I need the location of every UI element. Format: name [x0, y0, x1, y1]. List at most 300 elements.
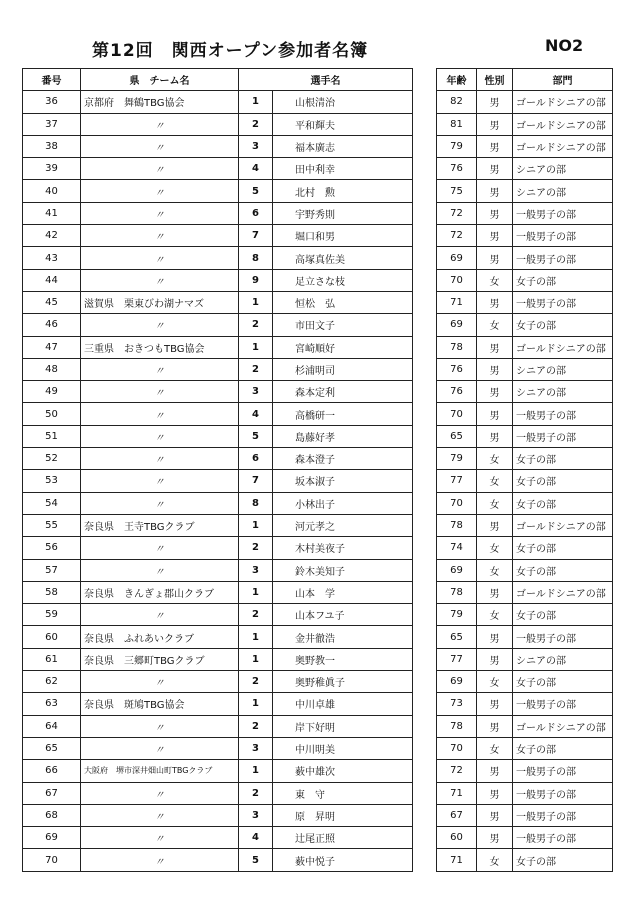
player-division: 一般男子の部 — [513, 782, 613, 804]
table-row — [437, 448, 613, 470]
player-name: 薮中悦子 — [273, 849, 413, 871]
player-division: 女子の部 — [513, 537, 613, 559]
player-age: 78 — [437, 514, 477, 536]
table-row — [23, 336, 413, 358]
row-number: 53 — [23, 470, 81, 492]
table-row — [23, 314, 413, 336]
player-gender: 女 — [477, 314, 513, 336]
player-division: 一般男子の部 — [513, 760, 613, 782]
table-row — [23, 202, 413, 224]
player-order: 5 — [239, 849, 273, 871]
player-name: 金井徹浩 — [273, 626, 413, 648]
team-name: 〃 — [81, 425, 239, 447]
player-age: 69 — [437, 671, 477, 693]
player-order: 7 — [239, 225, 273, 247]
player-age: 78 — [437, 715, 477, 737]
player-gender: 女 — [477, 559, 513, 581]
table-row — [23, 760, 413, 782]
player-order: 1 — [239, 514, 273, 536]
player-age: 72 — [437, 202, 477, 224]
row-number: 61 — [23, 648, 81, 670]
team-name: 〃 — [81, 225, 239, 247]
table-row — [23, 135, 413, 157]
player-name: 山本 学 — [273, 581, 413, 603]
table-row — [23, 448, 413, 470]
player-gender: 男 — [477, 202, 513, 224]
player-division: 一般男子の部 — [513, 403, 613, 425]
player-order: 3 — [239, 737, 273, 759]
player-name: 岸下好明 — [273, 715, 413, 737]
row-number: 55 — [23, 514, 81, 536]
table-row — [23, 158, 413, 180]
player-division: ゴールドシニアの部 — [513, 514, 613, 536]
team-name: 〃 — [81, 715, 239, 737]
player-gender: 男 — [477, 626, 513, 648]
player-age: 79 — [437, 135, 477, 157]
player-gender: 女 — [477, 470, 513, 492]
player-age: 70 — [437, 403, 477, 425]
player-division: シニアの部 — [513, 381, 613, 403]
table-row — [23, 715, 413, 737]
player-gender: 男 — [477, 782, 513, 804]
table-row — [437, 581, 613, 603]
player-division: シニアの部 — [513, 358, 613, 380]
team-name: 〃 — [81, 604, 239, 626]
table-row — [437, 269, 613, 291]
player-division: シニアの部 — [513, 158, 613, 180]
player-division: シニアの部 — [513, 648, 613, 670]
player-order: 1 — [239, 693, 273, 715]
player-order: 2 — [239, 715, 273, 737]
table-header-row — [23, 69, 413, 91]
team-name: 奈良県 きんぎょ郡山クラブ — [81, 581, 239, 603]
player-gender: 女 — [477, 671, 513, 693]
table-row — [23, 849, 413, 871]
player-division: 一般男子の部 — [513, 247, 613, 269]
row-number: 70 — [23, 849, 81, 871]
row-number: 43 — [23, 247, 81, 269]
player-order: 3 — [239, 381, 273, 403]
player-gender: 女 — [477, 737, 513, 759]
table-row — [437, 782, 613, 804]
player-gender: 男 — [477, 291, 513, 313]
row-number: 51 — [23, 425, 81, 447]
player-gender: 男 — [477, 247, 513, 269]
player-gender: 女 — [477, 604, 513, 626]
row-number: 50 — [23, 403, 81, 425]
player-gender: 女 — [477, 849, 513, 871]
player-age: 78 — [437, 336, 477, 358]
table-row — [437, 135, 613, 157]
row-number: 64 — [23, 715, 81, 737]
player-division: 女子の部 — [513, 737, 613, 759]
player-gender: 男 — [477, 648, 513, 670]
team-name: 〃 — [81, 269, 239, 291]
team-name: 京都府 舞鶴TBG協会 — [81, 91, 239, 113]
row-number: 62 — [23, 671, 81, 693]
player-age: 71 — [437, 849, 477, 871]
table-row — [437, 291, 613, 313]
player-name: 高橋研一 — [273, 403, 413, 425]
row-number: 46 — [23, 314, 81, 336]
player-name: 平和輝夫 — [273, 113, 413, 135]
player-age: 77 — [437, 648, 477, 670]
player-division: 女子の部 — [513, 849, 613, 871]
player-name: 中川明美 — [273, 737, 413, 759]
table-row — [437, 737, 613, 759]
team-name: 〃 — [81, 403, 239, 425]
table-row — [437, 760, 613, 782]
player-order: 1 — [239, 336, 273, 358]
player-gender: 男 — [477, 180, 513, 202]
table-row — [437, 91, 613, 113]
row-number: 59 — [23, 604, 81, 626]
table-row — [437, 225, 613, 247]
team-name: 〃 — [81, 804, 239, 826]
team-name: 〃 — [81, 158, 239, 180]
player-order: 5 — [239, 180, 273, 202]
player-division: 一般男子の部 — [513, 804, 613, 826]
row-number: 48 — [23, 358, 81, 380]
player-name: 山本フユ子 — [273, 604, 413, 626]
row-number: 44 — [23, 269, 81, 291]
row-number: 68 — [23, 804, 81, 826]
player-order: 4 — [239, 158, 273, 180]
row-number: 65 — [23, 737, 81, 759]
player-name: 福本廣志 — [273, 135, 413, 157]
player-name: 辻尾正照 — [273, 827, 413, 849]
player-gender: 女 — [477, 269, 513, 291]
player-name: 堀口和男 — [273, 225, 413, 247]
player-order: 1 — [239, 760, 273, 782]
row-number: 39 — [23, 158, 81, 180]
player-name: 奥野稚眞子 — [273, 671, 413, 693]
row-number: 67 — [23, 782, 81, 804]
player-division: 一般男子の部 — [513, 626, 613, 648]
team-name: 〃 — [81, 737, 239, 759]
team-name: 〃 — [81, 782, 239, 804]
table-row — [437, 849, 613, 871]
table-row — [437, 202, 613, 224]
player-name: 市田文子 — [273, 314, 413, 336]
row-number: 37 — [23, 113, 81, 135]
player-order: 3 — [239, 804, 273, 826]
player-age: 72 — [437, 225, 477, 247]
player-name: 河元孝之 — [273, 514, 413, 536]
team-name: 〃 — [81, 135, 239, 157]
table-row — [23, 626, 413, 648]
row-number: 69 — [23, 827, 81, 849]
player-age: 69 — [437, 314, 477, 336]
player-gender: 男 — [477, 381, 513, 403]
team-name: 奈良県 斑鳩TBG協会 — [81, 693, 239, 715]
header-division: 部門 — [513, 69, 613, 91]
player-gender: 男 — [477, 336, 513, 358]
row-number: 38 — [23, 135, 81, 157]
player-division: ゴールドシニアの部 — [513, 91, 613, 113]
table-row — [23, 492, 413, 514]
table-row — [23, 693, 413, 715]
player-order: 6 — [239, 448, 273, 470]
table-row — [437, 514, 613, 536]
team-name: 三重県 おきつもTBG協会 — [81, 336, 239, 358]
player-age: 78 — [437, 581, 477, 603]
table-row — [437, 425, 613, 447]
table-row — [23, 381, 413, 403]
player-name: 東 守 — [273, 782, 413, 804]
player-order: 8 — [239, 247, 273, 269]
table-row — [437, 604, 613, 626]
table-row — [23, 604, 413, 626]
table-row — [437, 358, 613, 380]
table-row — [437, 537, 613, 559]
player-order: 2 — [239, 113, 273, 135]
player-age: 79 — [437, 604, 477, 626]
player-age: 76 — [437, 358, 477, 380]
table-row — [23, 648, 413, 670]
player-age: 69 — [437, 559, 477, 581]
player-name: 森本澄子 — [273, 448, 413, 470]
table-row — [23, 403, 413, 425]
table-row — [23, 291, 413, 313]
player-name: 森本定利 — [273, 381, 413, 403]
table-row — [23, 581, 413, 603]
player-age: 76 — [437, 381, 477, 403]
row-number: 40 — [23, 180, 81, 202]
player-gender: 男 — [477, 804, 513, 826]
table-row — [23, 180, 413, 202]
team-name: 〃 — [81, 358, 239, 380]
player-gender: 男 — [477, 514, 513, 536]
team-name: 奈良県 王寺TBGクラブ — [81, 514, 239, 536]
player-order: 2 — [239, 358, 273, 380]
player-gender: 女 — [477, 537, 513, 559]
page-title: 第12回 関西オープン参加者名簿 — [92, 41, 369, 61]
player-gender: 男 — [477, 135, 513, 157]
player-order: 2 — [239, 314, 273, 336]
table-row — [437, 158, 613, 180]
player-order: 8 — [239, 492, 273, 514]
participant-table — [22, 68, 413, 872]
table-row — [437, 648, 613, 670]
team-name: 〃 — [81, 671, 239, 693]
table-row — [437, 247, 613, 269]
row-number: 47 — [23, 336, 81, 358]
table-row — [437, 715, 613, 737]
player-gender: 男 — [477, 358, 513, 380]
player-gender: 男 — [477, 760, 513, 782]
team-name: 大阪府 堺市深井畑山町TBGクラブ — [81, 760, 239, 782]
table-row — [437, 492, 613, 514]
table-row — [23, 247, 413, 269]
team-name: 〃 — [81, 247, 239, 269]
player-order: 3 — [239, 559, 273, 581]
row-number: 56 — [23, 537, 81, 559]
player-division: 女子の部 — [513, 314, 613, 336]
player-order: 2 — [239, 537, 273, 559]
player-order: 1 — [239, 91, 273, 113]
player-division: 女子の部 — [513, 559, 613, 581]
player-age: 69 — [437, 247, 477, 269]
player-gender: 女 — [477, 492, 513, 514]
row-number: 41 — [23, 202, 81, 224]
player-division: 女子の部 — [513, 470, 613, 492]
player-gender: 男 — [477, 403, 513, 425]
team-name: 〃 — [81, 849, 239, 871]
player-division: ゴールドシニアの部 — [513, 715, 613, 737]
row-number: 58 — [23, 581, 81, 603]
player-age: 72 — [437, 760, 477, 782]
player-order: 1 — [239, 626, 273, 648]
row-number: 63 — [23, 693, 81, 715]
table-row — [437, 693, 613, 715]
player-name: 宇野秀則 — [273, 202, 413, 224]
table-row — [437, 470, 613, 492]
player-order: 5 — [239, 425, 273, 447]
row-number: 60 — [23, 626, 81, 648]
header-player: 選手名 — [239, 69, 413, 91]
player-gender: 女 — [477, 448, 513, 470]
player-age: 76 — [437, 158, 477, 180]
player-division: 一般男子の部 — [513, 693, 613, 715]
player-division: 一般男子の部 — [513, 225, 613, 247]
player-name: 足立さな枝 — [273, 269, 413, 291]
player-age: 60 — [437, 827, 477, 849]
player-gender: 男 — [477, 693, 513, 715]
player-age: 74 — [437, 537, 477, 559]
header-age: 年齢 — [437, 69, 477, 91]
player-name: 薮中雄次 — [273, 760, 413, 782]
player-division: 一般男子の部 — [513, 202, 613, 224]
table-row — [23, 269, 413, 291]
row-number: 66 — [23, 760, 81, 782]
team-name: 〃 — [81, 470, 239, 492]
player-age: 70 — [437, 492, 477, 514]
team-name: 〃 — [81, 113, 239, 135]
row-number: 57 — [23, 559, 81, 581]
table-row — [23, 358, 413, 380]
row-number: 45 — [23, 291, 81, 313]
player-order: 4 — [239, 403, 273, 425]
player-age: 65 — [437, 626, 477, 648]
table-row — [23, 782, 413, 804]
player-order: 1 — [239, 291, 273, 313]
player-gender: 男 — [477, 113, 513, 135]
page-number: NO2 — [545, 36, 584, 55]
player-order: 6 — [239, 202, 273, 224]
team-name: 〃 — [81, 180, 239, 202]
player-order: 1 — [239, 581, 273, 603]
player-division: 女子の部 — [513, 492, 613, 514]
team-name: 〃 — [81, 559, 239, 581]
table-row — [23, 804, 413, 826]
player-gender: 男 — [477, 581, 513, 603]
player-division: 一般男子の部 — [513, 827, 613, 849]
player-order: 2 — [239, 782, 273, 804]
player-age: 81 — [437, 113, 477, 135]
player-order: 4 — [239, 827, 273, 849]
team-name: 奈良県 三郷町TBGクラブ — [81, 648, 239, 670]
row-number: 52 — [23, 448, 81, 470]
player-division: 女子の部 — [513, 448, 613, 470]
player-name: 奥野教一 — [273, 648, 413, 670]
table-row — [437, 113, 613, 135]
team-name: 〃 — [81, 381, 239, 403]
player-name: 杉浦明司 — [273, 358, 413, 380]
player-division: ゴールドシニアの部 — [513, 581, 613, 603]
player-division: 一般男子の部 — [513, 291, 613, 313]
player-name: 山根清治 — [273, 91, 413, 113]
player-name: 高塚真佐美 — [273, 247, 413, 269]
table-row — [23, 827, 413, 849]
player-age: 77 — [437, 470, 477, 492]
team-name: 〃 — [81, 314, 239, 336]
table-row — [23, 225, 413, 247]
player-name: 島藤好孝 — [273, 425, 413, 447]
table-row — [23, 671, 413, 693]
player-division: シニアの部 — [513, 180, 613, 202]
row-number: 49 — [23, 381, 81, 403]
table-row — [437, 804, 613, 826]
team-name: 滋賀県 栗東びわ湖ナマズ — [81, 291, 239, 313]
player-age: 71 — [437, 291, 477, 313]
player-name: 中川卓雄 — [273, 693, 413, 715]
table-row — [23, 91, 413, 113]
header-number: 番号 — [23, 69, 81, 91]
team-name: 〃 — [81, 492, 239, 514]
table-row — [437, 827, 613, 849]
player-order: 1 — [239, 648, 273, 670]
player-gender: 男 — [477, 91, 513, 113]
player-age: 70 — [437, 269, 477, 291]
row-number: 36 — [23, 91, 81, 113]
player-gender: 男 — [477, 225, 513, 247]
player-name: 鈴木美知子 — [273, 559, 413, 581]
team-name: 奈良県 ふれあいクラブ — [81, 626, 239, 648]
player-order: 7 — [239, 470, 273, 492]
table-row — [437, 671, 613, 693]
table-row — [437, 559, 613, 581]
table-row — [23, 537, 413, 559]
player-name: 原 昇明 — [273, 804, 413, 826]
player-order: 2 — [239, 671, 273, 693]
player-division: ゴールドシニアの部 — [513, 113, 613, 135]
table-row — [23, 737, 413, 759]
player-division: 女子の部 — [513, 671, 613, 693]
player-age: 71 — [437, 782, 477, 804]
player-division: 一般男子の部 — [513, 425, 613, 447]
player-name: 木村美夜子 — [273, 537, 413, 559]
player-order: 3 — [239, 135, 273, 157]
player-name: 小林出子 — [273, 492, 413, 514]
player-division: 女子の部 — [513, 269, 613, 291]
participant-info-table — [436, 68, 613, 872]
table-row — [23, 113, 413, 135]
player-age: 70 — [437, 737, 477, 759]
player-division: ゴールドシニアの部 — [513, 135, 613, 157]
player-order: 9 — [239, 269, 273, 291]
table-row — [437, 314, 613, 336]
player-gender: 男 — [477, 425, 513, 447]
table-row — [23, 425, 413, 447]
player-gender: 男 — [477, 158, 513, 180]
player-name: 恒松 弘 — [273, 291, 413, 313]
player-age: 79 — [437, 448, 477, 470]
player-age: 67 — [437, 804, 477, 826]
team-name: 〃 — [81, 827, 239, 849]
player-age: 75 — [437, 180, 477, 202]
table-row — [437, 626, 613, 648]
